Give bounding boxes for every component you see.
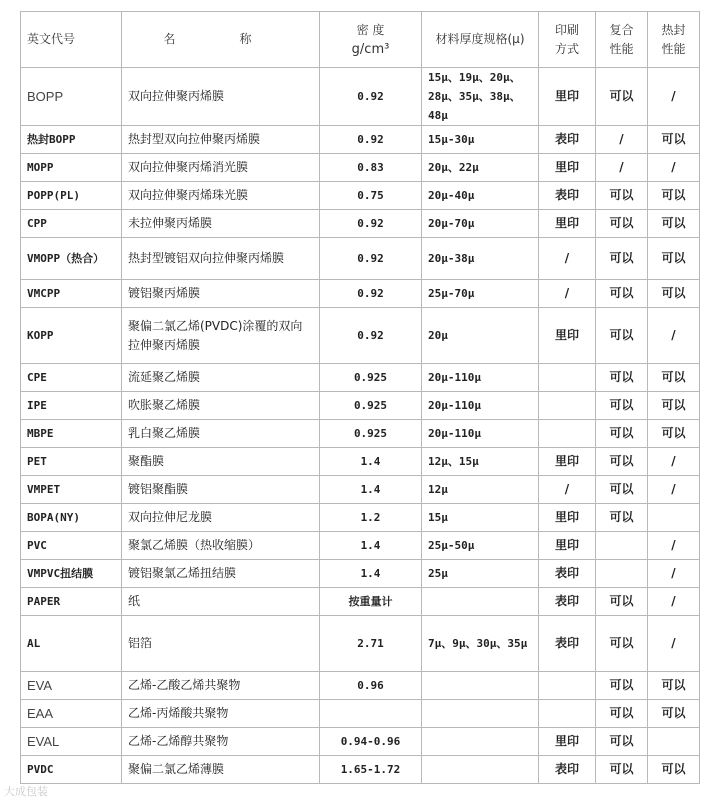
- cell-density: 0.83: [320, 154, 422, 182]
- header-name: 名 称: [122, 12, 320, 68]
- cell-thickness: 20μ-110μ: [422, 420, 539, 448]
- cell-density: 0.925: [320, 364, 422, 392]
- table-row: [21, 504, 700, 532]
- cell-name: 镀铝聚丙烯膜: [122, 280, 320, 308]
- cell-name: 铝箔: [122, 616, 320, 672]
- cell-name: 聚酯膜: [122, 448, 320, 476]
- header-composite: [596, 12, 648, 68]
- cell-composite: 可以: [596, 616, 648, 672]
- cell-heatseal: [648, 504, 700, 532]
- cell-heatseal: 可以: [648, 182, 700, 210]
- cell-code: 热封BOPP: [21, 126, 122, 154]
- cell-code: MOPP: [21, 154, 122, 182]
- cell-density: [320, 700, 422, 728]
- cell-composite: 可以: [596, 392, 648, 420]
- cell-density: 0.96: [320, 672, 422, 700]
- cell-thickness: 12μ: [422, 476, 539, 504]
- cell-composite: 可以: [596, 448, 648, 476]
- table-row: [21, 476, 700, 504]
- cell-print: 里印: [539, 448, 596, 476]
- cell-code: VMPVC扭结膜: [21, 560, 122, 588]
- header-density-label: 密 度: [356, 22, 385, 37]
- table-row: [21, 448, 700, 476]
- cell-density: 1.4: [320, 560, 422, 588]
- cell-print: 里印: [539, 728, 596, 756]
- cell-print: 里印: [539, 532, 596, 560]
- table-row: [21, 728, 700, 756]
- cell-name: 流延聚乙烯膜: [122, 364, 320, 392]
- cell-thickness: 20μ-70μ: [422, 210, 539, 238]
- cell-code: MBPE: [21, 420, 122, 448]
- cell-heatseal: /: [648, 308, 700, 364]
- cell-composite: 可以: [596, 280, 648, 308]
- cell-composite: 可以: [596, 476, 648, 504]
- cell-heatseal: 可以: [648, 126, 700, 154]
- cell-thickness: 20μ-38μ: [422, 238, 539, 280]
- cell-composite: 可以: [596, 238, 648, 280]
- cell-composite: 可以: [596, 756, 648, 784]
- cell-thickness: 20μ-40μ: [422, 182, 539, 210]
- cell-print: 里印: [539, 504, 596, 532]
- header-density-unit: g/cm³: [351, 41, 390, 57]
- header-row: [21, 12, 700, 68]
- cell-print: 表印: [539, 616, 596, 672]
- cell-heatseal: /: [648, 154, 700, 182]
- header-composite-l2: 性能: [609, 41, 634, 56]
- header-density: [320, 12, 422, 68]
- cell-print: 表印: [539, 560, 596, 588]
- cell-heatseal: 可以: [648, 210, 700, 238]
- cell-heatseal: /: [648, 532, 700, 560]
- cell-density: 0.92: [320, 68, 422, 126]
- cell-composite: /: [596, 154, 648, 182]
- header-print-l2: 方式: [554, 41, 579, 56]
- cell-print: /: [539, 280, 596, 308]
- cell-code: PET: [21, 448, 122, 476]
- cell-code: KOPP: [21, 308, 122, 364]
- cell-print: 里印: [539, 68, 596, 126]
- cell-composite: 可以: [596, 308, 648, 364]
- cell-composite: 可以: [596, 364, 648, 392]
- table-row: [21, 392, 700, 420]
- cell-density: 1.4: [320, 448, 422, 476]
- cell-name: 未拉伸聚丙烯膜: [122, 210, 320, 238]
- header-heatseal-l2: 性能: [661, 41, 686, 56]
- cell-name: 聚氯乙烯膜（热收缩膜）: [122, 532, 320, 560]
- cell-code: CPP: [21, 210, 122, 238]
- cell-thickness: 12μ、15μ: [422, 448, 539, 476]
- table-row: [21, 68, 700, 126]
- table-row: [21, 182, 700, 210]
- watermark: 大成包装: [4, 785, 48, 798]
- cell-composite: 可以: [596, 728, 648, 756]
- table-row: [21, 672, 700, 700]
- cell-name: 双向拉伸聚丙烯膜: [122, 68, 320, 126]
- cell-print: [539, 420, 596, 448]
- cell-density: 0.92: [320, 280, 422, 308]
- cell-density: 0.92: [320, 210, 422, 238]
- cell-print: /: [539, 238, 596, 280]
- header-code: 英文代号: [21, 12, 122, 68]
- cell-thickness: 20μ-110μ: [422, 364, 539, 392]
- cell-heatseal: /: [648, 448, 700, 476]
- cell-composite: 可以: [596, 210, 648, 238]
- cell-code: PAPER: [21, 588, 122, 616]
- cell-heatseal: 可以: [648, 420, 700, 448]
- cell-name: 镀铝聚酯膜: [122, 476, 320, 504]
- cell-name: 双向拉伸聚丙烯消光膜: [122, 154, 320, 182]
- cell-density: 0.92: [320, 238, 422, 280]
- cell-print: [539, 392, 596, 420]
- cell-code: EVA: [21, 672, 122, 700]
- cell-density: 1.65-1.72: [320, 756, 422, 784]
- cell-density: 1.4: [320, 476, 422, 504]
- cell-thickness: 25μ-50μ: [422, 532, 539, 560]
- cell-code: VMPET: [21, 476, 122, 504]
- cell-density: 按重量计: [320, 588, 422, 616]
- cell-print: 里印: [539, 210, 596, 238]
- cell-density: 1.2: [320, 504, 422, 532]
- cell-thickness: 20μ、22μ: [422, 154, 539, 182]
- table-row: [21, 154, 700, 182]
- table-row: [21, 588, 700, 616]
- cell-thickness: 20μ: [422, 308, 539, 364]
- table-row: [21, 308, 700, 364]
- cell-thickness: [422, 700, 539, 728]
- cell-code: EVAL: [21, 728, 122, 756]
- cell-name: 热封型双向拉伸聚丙烯膜: [122, 126, 320, 154]
- table-row: [21, 532, 700, 560]
- cell-heatseal: /: [648, 68, 700, 126]
- cell-print: /: [539, 476, 596, 504]
- cell-name: 双向拉伸聚丙烯珠光膜: [122, 182, 320, 210]
- cell-code: BOPP: [21, 68, 122, 126]
- cell-code: PVC: [21, 532, 122, 560]
- cell-code: EAA: [21, 700, 122, 728]
- cell-heatseal: 可以: [648, 238, 700, 280]
- cell-code: POPP(PL): [21, 182, 122, 210]
- packaging-film-table: [20, 11, 700, 784]
- cell-composite: 可以: [596, 588, 648, 616]
- cell-thickness: [422, 728, 539, 756]
- cell-density: 1.4: [320, 532, 422, 560]
- cell-print: 表印: [539, 756, 596, 784]
- cell-print: [539, 364, 596, 392]
- cell-thickness: 25μ: [422, 560, 539, 588]
- cell-density: 2.71: [320, 616, 422, 672]
- cell-name: 乙烯-乙烯醇共聚物: [122, 728, 320, 756]
- cell-print: 表印: [539, 182, 596, 210]
- cell-density: 0.75: [320, 182, 422, 210]
- header-print: [539, 12, 596, 68]
- cell-heatseal: 可以: [648, 392, 700, 420]
- cell-name: 聚偏二氯乙烯薄膜: [122, 756, 320, 784]
- cell-thickness: 15μ: [422, 504, 539, 532]
- cell-print: 里印: [539, 154, 596, 182]
- cell-code: PVDC: [21, 756, 122, 784]
- cell-print: [539, 672, 596, 700]
- cell-name: 双向拉伸尼龙膜: [122, 504, 320, 532]
- header-heatseal-l1: 热封: [661, 22, 686, 37]
- cell-name: 镀铝聚氯乙烯扭结膜: [122, 560, 320, 588]
- cell-composite: [596, 532, 648, 560]
- cell-heatseal: 可以: [648, 672, 700, 700]
- cell-print: 里印: [539, 308, 596, 364]
- cell-thickness: [422, 672, 539, 700]
- cell-composite: 可以: [596, 68, 648, 126]
- cell-print: 表印: [539, 126, 596, 154]
- table-row: [21, 700, 700, 728]
- cell-heatseal: 可以: [648, 700, 700, 728]
- cell-name: 热封型镀铝双向拉伸聚丙烯膜: [122, 238, 320, 280]
- cell-thickness: [422, 588, 539, 616]
- table-row: [21, 210, 700, 238]
- cell-heatseal: /: [648, 476, 700, 504]
- cell-name: 乳白聚乙烯膜: [122, 420, 320, 448]
- cell-composite: [596, 560, 648, 588]
- cell-composite: 可以: [596, 504, 648, 532]
- table-row: [21, 238, 700, 280]
- table-row: [21, 126, 700, 154]
- cell-thickness: 7μ、9μ、30μ、35μ: [422, 616, 539, 672]
- cell-thickness: 15μ、19μ、20μ、28μ、35μ、38μ、48μ: [422, 68, 539, 126]
- cell-thickness: 15μ-30μ: [422, 126, 539, 154]
- cell-density: 0.92: [320, 308, 422, 364]
- cell-thickness: [422, 756, 539, 784]
- cell-heatseal: /: [648, 588, 700, 616]
- cell-heatseal: 可以: [648, 364, 700, 392]
- cell-composite: 可以: [596, 700, 648, 728]
- table-row: [21, 364, 700, 392]
- cell-heatseal: 可以: [648, 756, 700, 784]
- cell-name: 乙烯-乙酸乙烯共聚物: [122, 672, 320, 700]
- cell-heatseal: [648, 728, 700, 756]
- cell-name: 聚偏二氯乙烯(PVDC)涂覆的双向拉伸聚丙烯膜: [122, 308, 320, 364]
- cell-composite: 可以: [596, 420, 648, 448]
- table-row: [21, 560, 700, 588]
- cell-heatseal: 可以: [648, 280, 700, 308]
- cell-code: IPE: [21, 392, 122, 420]
- cell-code: CPE: [21, 364, 122, 392]
- cell-density: 0.92: [320, 126, 422, 154]
- cell-code: VMCPP: [21, 280, 122, 308]
- cell-name: 乙烯-丙烯酸共聚物: [122, 700, 320, 728]
- cell-composite: /: [596, 126, 648, 154]
- header-composite-l1: 复合: [609, 22, 634, 37]
- cell-name: 纸: [122, 588, 320, 616]
- cell-heatseal: /: [648, 560, 700, 588]
- header-heatseal: [648, 12, 700, 68]
- cell-heatseal: /: [648, 616, 700, 672]
- cell-thickness: 25μ-70μ: [422, 280, 539, 308]
- table-row: [21, 616, 700, 672]
- cell-code: AL: [21, 616, 122, 672]
- cell-code: VMOPP（热合）: [21, 238, 122, 280]
- table-row: [21, 420, 700, 448]
- table-row: [21, 756, 700, 784]
- cell-density: 0.94-0.96: [320, 728, 422, 756]
- header-print-l1: 印刷: [554, 22, 579, 37]
- cell-name: 吹胀聚乙烯膜: [122, 392, 320, 420]
- cell-print: 表印: [539, 588, 596, 616]
- cell-composite: 可以: [596, 672, 648, 700]
- cell-composite: 可以: [596, 182, 648, 210]
- cell-thickness: 20μ-110μ: [422, 392, 539, 420]
- cell-print: [539, 700, 596, 728]
- header-thickness: 材料厚度规格(μ): [422, 12, 539, 68]
- table-row: [21, 280, 700, 308]
- cell-density: 0.925: [320, 420, 422, 448]
- cell-code: BOPA(NY): [21, 504, 122, 532]
- cell-density: 0.925: [320, 392, 422, 420]
